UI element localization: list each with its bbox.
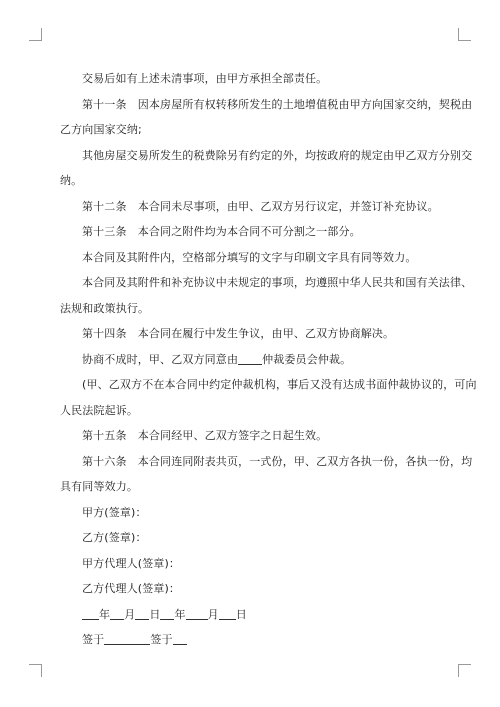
date-day-label: 日 [235,607,247,621]
document-body [60,66,477,653]
date-line [60,602,450,628]
date-month-label: 月 [207,607,219,621]
article-12-line: 第十二条 本合同未尽事项，由甲、乙双方另行议定，并签订补充协议。 [82,199,439,213]
date-blank [160,607,174,620]
article-11-continuation: 乙方向国家交纳; [60,123,142,136]
signed-at-line [60,627,450,653]
arbitration-text-end: 仲裁委员会仲裁。 [262,352,352,366]
signed-at-blank [104,632,150,645]
date-year-label: 年 [99,607,111,621]
date-blank [219,607,236,620]
paragraph-line: 其他房屋交易所发生的税费除另有约定的外，均按政府的规定由甲乙双方分别交 [82,148,473,162]
date-blank [186,607,208,620]
signed-at-label: 签于 [150,633,173,646]
agent-a-signature: 甲方代理人(签章)： [82,556,181,570]
article-13-line: 第十三条 本合同之附件均为本合同不可分割之一部分。 [82,225,361,238]
arbitration-line [60,347,450,373]
date-blank [82,607,99,620]
party-a-signature: 甲方(签章)： [82,505,147,519]
date-blank [135,607,149,620]
article-11-line: 第十一条 因本房屋所有权转移所发生的土地增值税由甲方向国家交纳，契税由 [82,97,473,111]
date-year-label: 年 [174,607,186,621]
article-16-line: 第十六条 本合同连同附表共页，一式份，甲、乙双方各执一份，各执一份，均 [82,454,473,468]
paragraph-line: (甲、乙双方不在本合同中约定仲裁机构，事后又没有达成书面仲裁协议的，可向 [82,378,477,391]
arbitration-text-start: 协商不成时，甲、乙双方同意由 [82,352,239,366]
paragraph-continuation: 法规和政策执行。 [60,301,150,315]
paragraph-line: 本合同及其附件和补充协议中未规定的事项，均遵照中华人民共和国有关法律、 [82,276,473,289]
arbitration-blank [238,352,262,365]
paragraph-line: 交易后如有上述未清事项，由甲方承担全部责任。 [82,72,328,85]
party-b-signature: 乙方(签章)： [82,531,147,544]
date-month-label: 月 [124,607,136,621]
crop-mark-top-right [458,28,471,41]
signed-at-label: 签于 [82,633,105,646]
article-16-continuation: 具有同等效力。 [60,480,139,493]
article-15-line: 第十五条 本合同经甲、乙双方签字之日起生效。 [82,429,328,442]
crop-mark-top-left [29,28,42,41]
paragraph-line: 本合同及其附件内，空格部分填写的文字与印刷文字具有同等效力。 [82,250,417,264]
paragraph-continuation: 人民法院起诉。 [60,403,139,417]
article-14-line: 第十四条 本合同在履行中发生争议，由甲、乙双方协商解决。 [82,327,395,340]
crop-mark-bottom-left [29,664,42,677]
signed-at-blank [173,632,187,645]
agent-b-signature: 乙方代理人(签章)： [82,582,181,595]
paragraph-continuation: 纳。 [60,174,83,187]
date-day-label: 日 [149,607,161,621]
crop-mark-bottom-right [458,664,471,677]
date-blank [110,607,124,620]
